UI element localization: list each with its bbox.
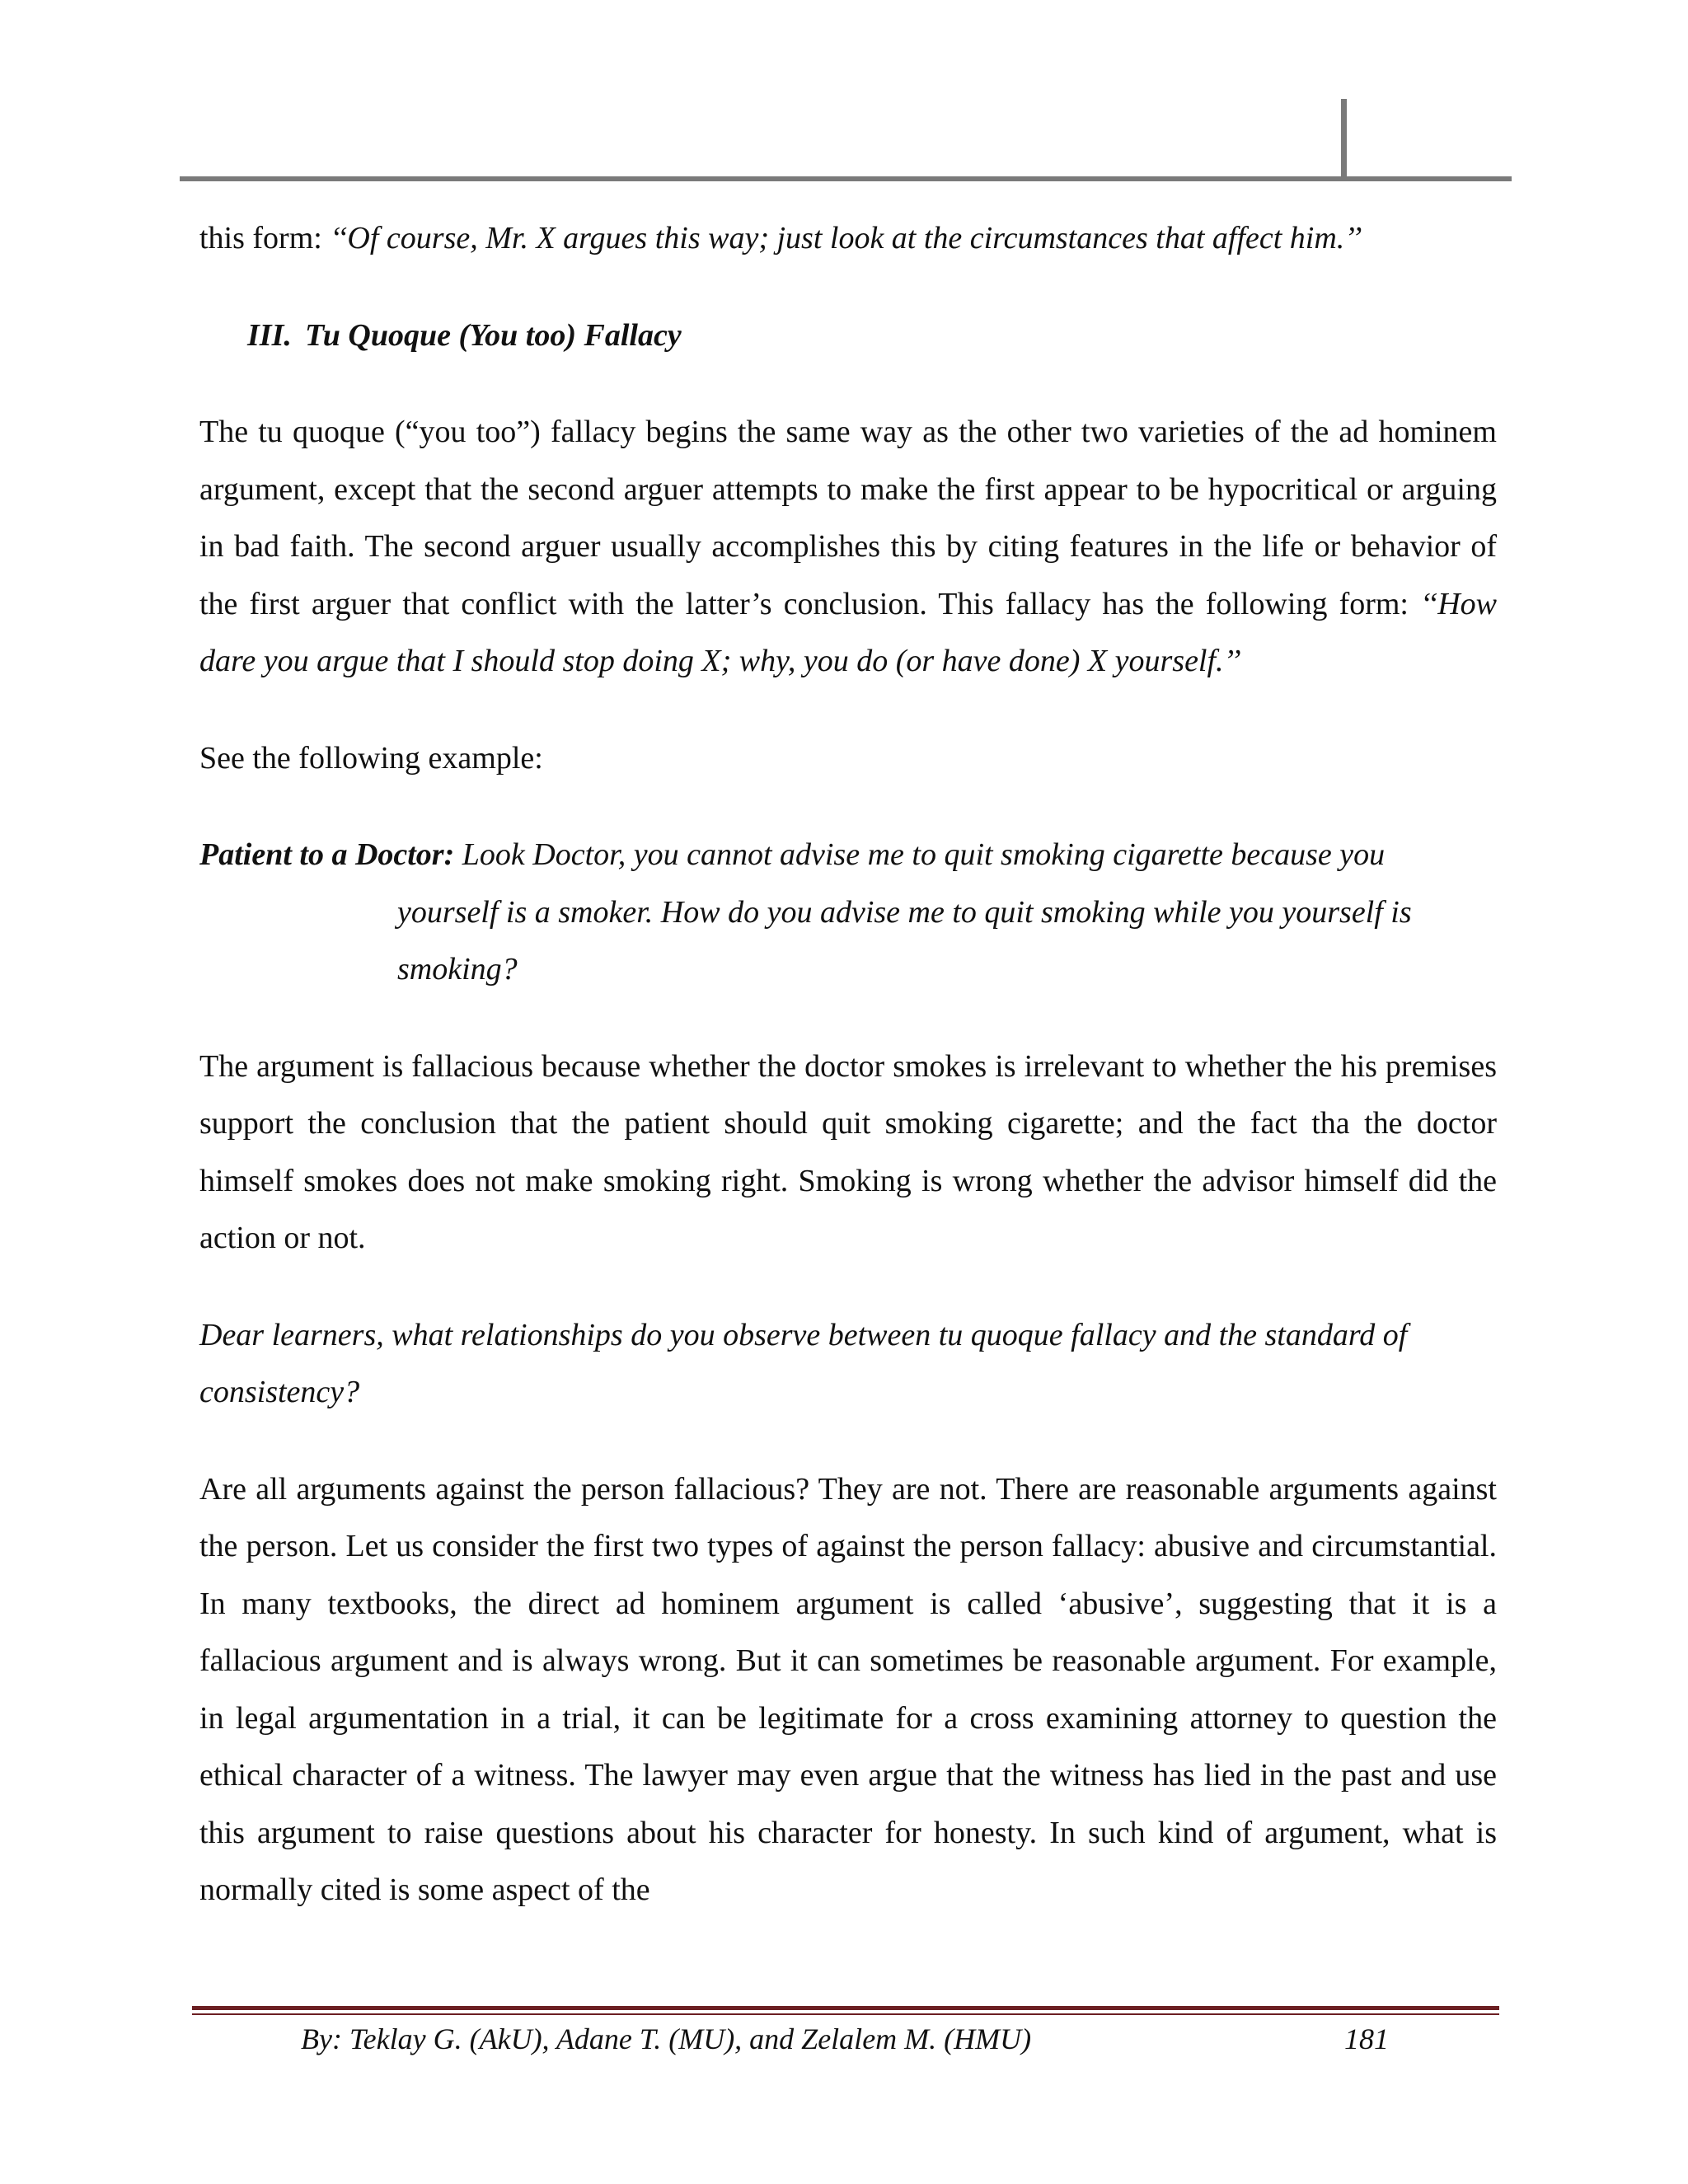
section-title: Tu Quoque (You too) Fallacy (305, 317, 682, 353)
example-line-1: Look Doctor, you cannot advise me to quit smoking cigarette because you (454, 837, 1386, 872)
paragraph-tu-quoque-text: The tu quoque (“you too”) fallacy begins the same way as the other two varieties of the ad hominem argument, except that the second arguer attempts to make the first appear to be hypocritical or arguing in bad faith. The second arguer usually accomplishes this by citing features in the life or behavior of the first arguer that conflict with the latter’s conclusion. This fallacy has the following form: (199, 415, 1497, 621)
intro-line (199, 210, 1497, 268)
see-example-line: See the following example: (199, 740, 543, 776)
intro-quote: ‘‘Of course, Mr. X argues this way; just look at the circumstances that affect him.’’ (330, 221, 1362, 255)
tu-quoque-form-quote: ‘‘How dare you argue that I should stop doing X; why, you do (or have done) X yourself.’’ (199, 586, 1497, 678)
page-content (199, 210, 1497, 1919)
header-tick (1341, 99, 1347, 181)
section-number: III. (247, 317, 292, 353)
paragraph-tu-quoque (199, 404, 1497, 691)
footer (301, 2014, 1389, 2064)
learner-question: Dear learners, what relationships do you observe between tu quoque fallacy and the standard of consistency? (199, 1317, 1408, 1409)
header-rule (180, 176, 1512, 181)
example-block (199, 827, 1497, 999)
example-label: Patient to a Doctor: (199, 837, 455, 872)
example-first-line (199, 827, 1497, 884)
paragraph-fallacious: The argument is fallacious because whether the doctor smokes is irrelevant to whether the his premises support the conclusion that the patient should quit smoking cigarette; and the fact tha the doctor himself smokes does not make smoking right. Smoking is wrong whether the advisor himself did the action or not. (199, 1048, 1497, 1255)
paragraph-reasonable-arguments: Are all arguments against the person fallacious? They are not. There are reasonable arguments against the person. Let us consider the first two types of against the person fallacy: abusive and circumstantial. In many textbooks, the direct ad hominem argument is called ‘abusive’, suggesting that it is a fallacious argument and is always wrong. But it can sometimes be reasonable argument. For example, in legal argumentation in a trial, it can be legitimate for a cross examining attorney to question the ethical character of a witness. The lawyer may even argue that the witness has lied in the past and use this argument to raise questions about his character for honesty. In such kind of argument, what is normally cited is some aspect of the (199, 1471, 1497, 1907)
footer-authors: By: Teklay G. (AkU), Adane T. (MU), and Zelalem M. (HMU) (301, 2022, 1032, 2055)
section-heading (199, 307, 1497, 365)
intro-prefix: this form: (199, 221, 331, 255)
page-number: 181 (1344, 2022, 1389, 2055)
footer-rule-thick (192, 2006, 1499, 2010)
example-continuation: yourself is a smoker. How do you advise me to quit smoking while you yourself is smoking? (397, 894, 1412, 987)
